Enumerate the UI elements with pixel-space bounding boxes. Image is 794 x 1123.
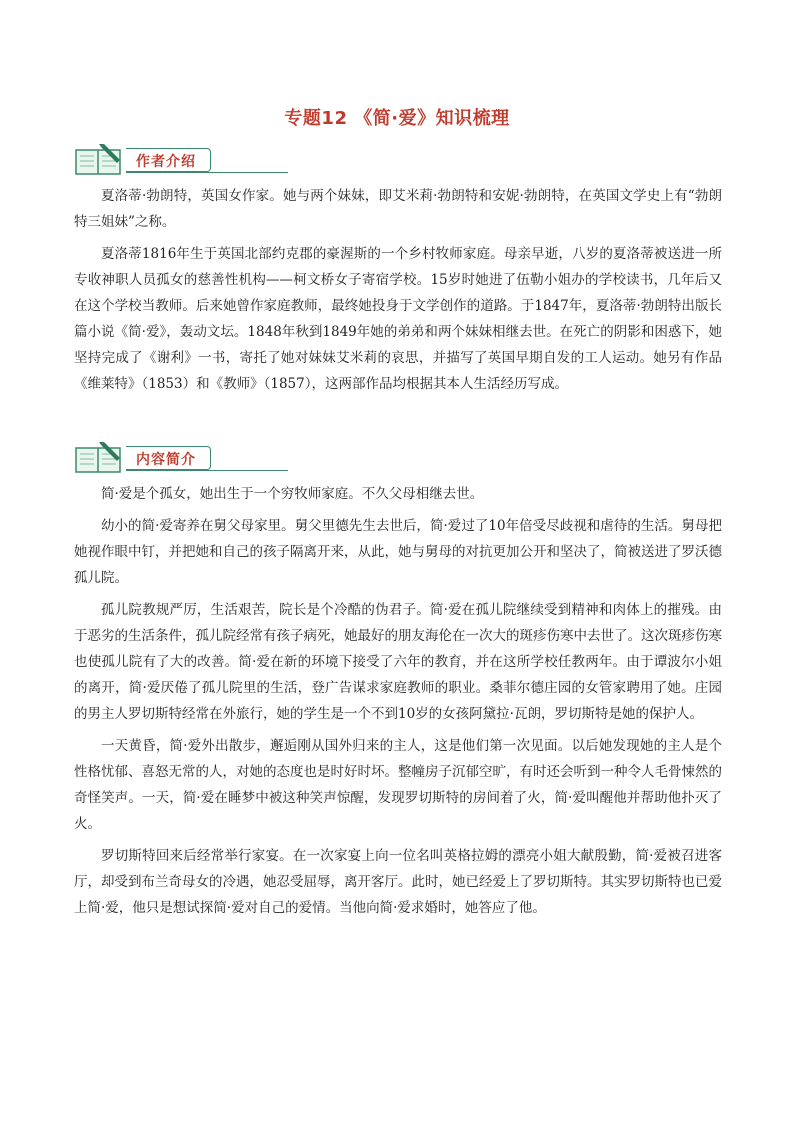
section-title-author: 作者介绍 [136, 154, 196, 170]
paragraph: 夏洛蒂1816年生于英国北部约克郡的豪渥斯的一个乡村牧师家庭。母亲早逝，八岁的夏洛蒂被送进一所专收神职人员孤女的慈善性机构——柯文桥女子寄宿学校。15岁时她进了伍勒小姐办的学校读书，几年后又在这个学校当教师。后来她曾作家庭教师，最终她投身于文学创作的道路。于1847年，夏洛蒂·勃朗特出版长篇小说《简·爱》，轰动文坛。1848年秋到1849年她的弟弟和两个妹妹相继去世。在死亡的阴影和困惑下，她坚持完成了《谢利》一书，寄托了她对妹妹艾米莉的哀思，并描写了英国早期自发的工人运动。她另有作品《维莱特》（1853）和《教师》（1857），这两部作品均根据其本人生活经历写成。 [74, 246, 722, 392]
author-section-body [74, 183, 722, 403]
paragraph: 简·爱是个孤女，她出生于一个穷牧师家庭。不久父母相继去世。 [101, 486, 484, 502]
section-header-author [74, 142, 214, 176]
divider [126, 172, 288, 173]
paragraph: 罗切斯特回来后经常举行家宴。在一次家宴上向一位名叫英格拉姆的漂亮小姐大献殷勤，简·爱被召进客厅，却受到布兰奇母女的冷遇，她忍受屈辱，离开客厅。此时，她已经爱上了罗切斯特。其实罗切斯特也已爱上简·爱，他只是想试探简·爱对自己的爱情。当他向简·爱求婚时，她答应了他。 [74, 848, 722, 916]
paragraph: 夏洛蒂·勃朗特，英国女作家。她与两个妹妹，即艾米莉·勃朗特和安妮·勃朗特，在英国文学史上有“勃朗特三姐妹”之称。 [74, 188, 722, 230]
section-header-summary [74, 440, 214, 474]
paragraph: 幼小的简·爱寄养在舅父母家里。舅父里德先生去世后，简·爱过了10年倍受尽歧视和虐待的生活。舅母把她视作眼中钉，并把她和自己的孩子隔离开来，从此，她与舅母的对抗更加公开和坚决了，简被送进了罗沃德孤儿院。 [74, 518, 722, 586]
book-pen-icon [74, 142, 126, 176]
summary-section-body [74, 481, 722, 927]
paragraph: 一天黄昏，简·爱外出散步，邂逅刚从国外归来的主人，这是他们第一次见面。以后她发现她的主人是个性格忧郁、喜怒无常的人，对她的态度也是时好时坏。整幢房子沉郁空旷，有时还会听到一种令人毛骨悚然的奇怪笑声。一天，简·爱在睡梦中被这种笑声惊醒，发现罗切斯特的房间着了火，简·爱叫醒他并帮助他扑灭了火。 [74, 738, 722, 832]
divider [126, 470, 288, 471]
book-pen-icon [74, 440, 126, 474]
paragraph: 孤儿院教规严厉，生活艰苦，院长是个冷酷的伪君子。简·爱在孤儿院继续受到精神和肉体上的摧残。由于恶劣的生活条件，孤儿院经常有孩子病死，她最好的朋友海伦在一次大的斑疹伤寒中去世了。这次斑疹伤寒也使孤儿院有了大的改善。简·爱在新的环境下接受了六年的教育，并在这所学校任教两年。由于谭波尔小姐的离开，简·爱厌倦了孤儿院里的生活，登广告谋求家庭教师的职业。桑菲尔德庄园的女管家聘用了她。庄园的男主人罗切斯特经常在外旅行，她的学生是一个不到10岁的女孩阿黛拉·瓦朗，罗切斯特是她的保护人。 [74, 602, 722, 722]
section-title-summary: 内容简介 [136, 452, 196, 468]
page-title: 专题12 《简·爱》知识梳理 [284, 108, 510, 129]
